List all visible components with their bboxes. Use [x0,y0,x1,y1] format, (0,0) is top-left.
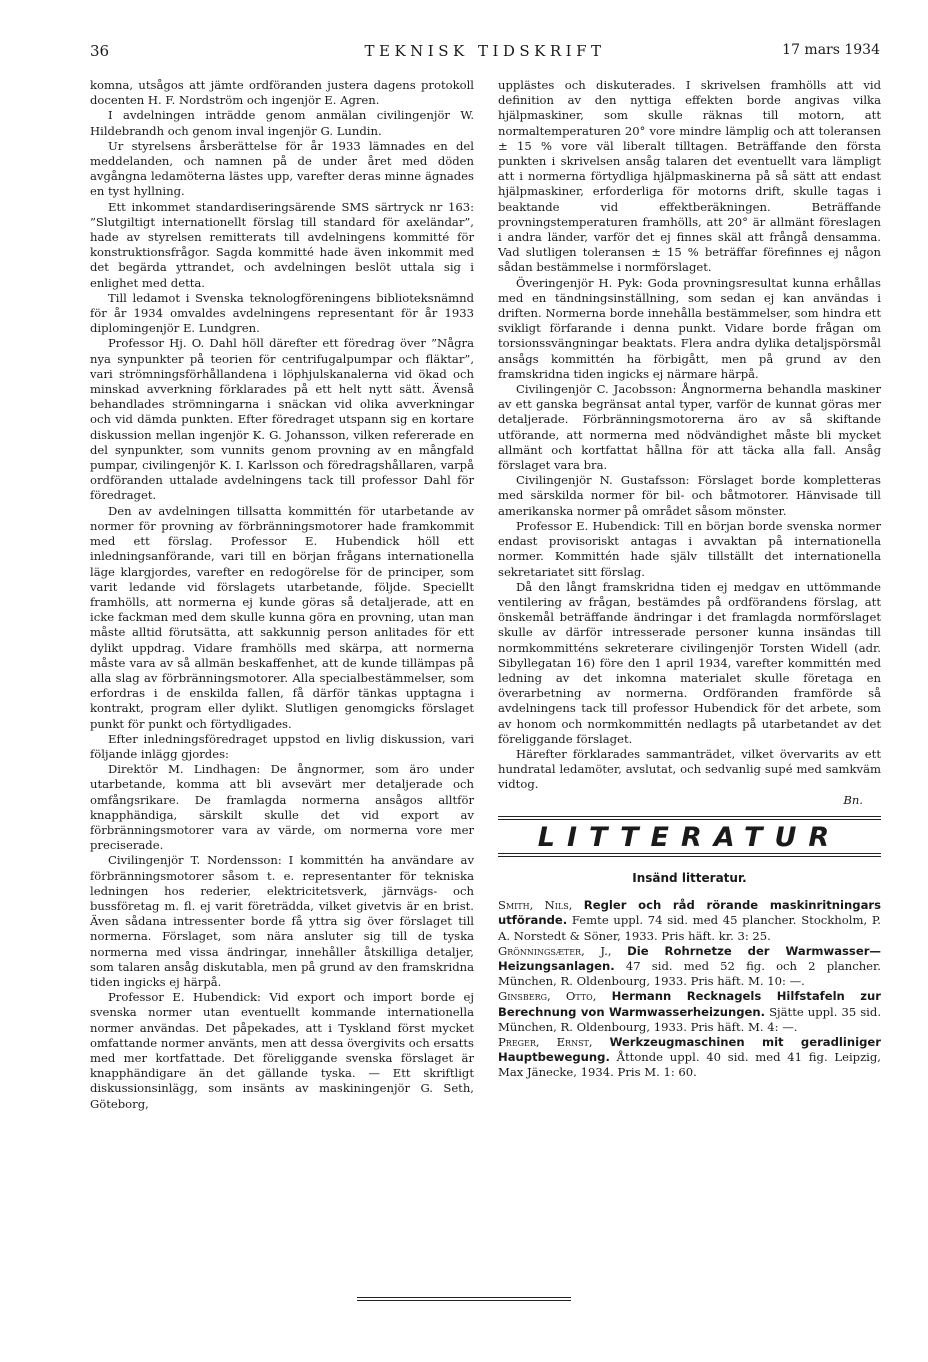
right-column [498,78,881,1081]
paragraph: Professor E. Hubendick: Vid export och import borde ej svenska normer utan eventuellt kommande internationella normer användas. Det påpekades, att i Tyskland först mycket omfattande normer använts, men att dessa övergivits och ersatts med mer kortfattade. Det föreliggande svenska förslaget är knapphändigare än det gällande tyska. — Ett skriftligt diskussionsinlägg, som insänts av maskiningenjör G. Seth, Göteborg, [90,990,474,1111]
banner-rule-bottom [498,853,881,857]
paragraph: I avdelningen inträdde genom anmälan civilingenjör W. Hildebrandh och genom inval ingenjör G. Lundin. [90,108,474,138]
entry-author: Ginsberg, Otto, [498,989,597,1004]
entry-author: Grönningsæter, J., [498,943,612,958]
entry-title: Regler och råd rörande maskinritningars utförande. [498,898,882,928]
page-end-rule [357,1297,571,1301]
paragraph: Ur styrelsens årsberättelse för år 1933 lämnades en del meddelanden, och namnen på de under året med döden avgångna ledamöterna lästes upp, varefter deras minne ägnades en tyst hyllning. [90,138,474,199]
paragraph: Civilingenjör N. Gustafsson: Förslaget borde kompletteras med särskilda normer för bil- och båtmotorer. Hänvisade till amerikanska normer på området såsom mönster. [498,473,881,518]
paragraph: Den av avdelningen tillsatta kommittén för utarbetande av normer för provning av förbränningsmotorer hade framkommit med ett förslag. Professor E. Hubendick höll ett inledningsanförande, vari till en början frågans internationella läge klargjordes, varefter en redogörelse för de principer, som varit ledande vid förslagets utarbetande, följde. Speciellt framhölls, att normerna ej kunde göras så detaljerade, att en icke fackman med dem skulle kunna göra en provning, utan man måste alltid förutsätta, att sakkunnig person anlitades för ett dylikt uppdrag. Vidare framhölls med skärpa, att normerna måste vara av så allmän beskaffenhet, att de kunde tillämpas på alla slag av förbränningsmotorer. Alla specialbestämmelser, som erfordras i de enskilda fallen, få därför tänkas upptagna i kontrakt, program eller dylikt. Slutligen genomgicks förslaget punkt för punkt och förtydligades. [90,503,474,731]
literature-section [498,816,881,1081]
paragraph: Professor E. Hubendick: Till en början borde svenska normer endast provisoriskt antagas i avvaktan på internationella normer. Kommittén hade själv tillställt det internationella sekretariatet sitt förslag. [498,518,881,579]
paragraph: Civilingenjör C. Jacobsson: Ångnormerna behandla maskiner av ett ganska begränsat antal typer, varför de kunnat göras mer detaljerade. Förbränningsmotorerna äro av så skiftande utförande, att normerna med nödvändighet måste bli mycket allmänt och kortfattat hållna för att täcka alla fall. Ansåg förslaget vara bra. [498,382,881,473]
entry-details: Femte uppl. 74 sid. med 45 plancher. Stockholm, P. A. Norstedt & Söner, 1933. Pris häft. kr. 3: 25. [498,913,881,943]
literature-entry [498,944,881,990]
literature-entry [498,989,881,1035]
entry-details: Sjätte uppl. 35 sid. München, R. Oldenbourg, 1933. Pris häft. M. 4: —. [498,1004,881,1034]
entry-title: Die Rohrnetze der Warmwasser—Heizungsanlagen. [498,943,881,973]
signature: Bn. [843,792,863,807]
paragraph: Direktör M. Lindhagen: De ångnormer, som äro under utarbetande, komma att bli avsevärt mer detaljerade och omfångsrikare. De framlagda normerna ansågos alltför knapphändiga, särskilt skulle det vid export av förbränningsmotorer vara av värde, om normerna vore mer preciserade. [90,762,474,853]
paragraph: upplästes och diskuterades. I skrivelsen framhölls att vid definition av den nyttiga effekten borde angivas vilka hjälpmaskiner, som skulle räknas till motorn, att normaltemperaturen 20° vore mindre lämplig och att toleransen ± 15 % vore väl liberalt tilltagen. Beträffande den första punkten i skrivelsen ansåg talaren det eventuellt vara lämpligt att i normerna förtydliga hjälpmaskinerna på så sätt att endast hjälpmaskiner, erforderliga för motorns drift, skulle tagas i beaktande vid effektberäkningen. Beträffande provningstemperaturen framhölls, att 20° är allmänt föreslagen i andra länder, varför det ej finnes skäl att frångå densamma. Vad slutligen toleransen ± 15 % beträffar förefinnes ej någon sådan bestämmelse i normförslaget. [498,78,881,275]
page-number: 36 [90,42,110,60]
paragraph: Då den långt framskridna tiden ej medgav en uttömmande ventilering av frågan, bestämdes på ordförandens förslag, att önskemål beträffande ändringar i det framlagda normförslaget skulle av därför intresserade personer kunna insändas till normkommitténs sekreterare civilingenjör Torsten Widell (adr. Sibyllegatan 16) före den 1 april 1934, varefter kommittén med ledning av det inkomna materialet skulle företaga en överarbetning av normerna. Ordföranden framförde så avdelningens tack till professor Hubendick för det arbete, som av honom och normkommittén nedlagts på utarbetandet av det föreliggande förslaget. [498,579,881,746]
paragraph: Till ledamot i Svenska teknologföreningens biblioteksnämnd för år 1934 omvaldes avdelningens representant för år 1933 diplomingenjör E. Lundgren. [90,290,474,336]
paragraph: Professor Hj. O. Dahl höll därefter ett föredrag över ”Några nya synpunkter på teorien för centrifugalpumpar och fläktar”, vari strömningsförhållandena i löphjulskanalerna vid ökad och minskad avverkning förklarades på ett helt nytt sätt. Ävenså behandlades strömningarna i snäckan vid olika avverkningar och vid dämda punkten. Efter föredraget utspann sig en kortare diskussion mellan ingenjör K. G. Johansson, vilken refererade en del synpunkter, som vunnits genom provning av en mångfald pumpar, civilingenjör K. I. Karlsson och föredragshållaren, varpå ordföranden uttalade avdelningens tack till professor Dahl för föredraget. [90,336,474,503]
banner-rule-top [498,816,881,820]
left-column [90,78,474,1112]
literature-entry [498,898,881,944]
paragraph: Civilingenjör T. Nordensson: I kommittén ha användare av förbränningsmotorer såsom t. e. representanter för tekniska ledningen hos rederier, elektricitetsverk, järnvägs- och bussföretag m. fl. ej varit företrädda, vilket givetvis är en brist. Även sådana intressenter borde få yttra sig över förslaget till normerna. Förslaget, som nära ansluter sig till de tyska normerna med vissa ändringar, innehåller åtskilliga detaljer, som talaren ansåg diskutabla, men på grund av den framskridna tiden ingicks ej härpå. [90,853,474,989]
paragraph: Efter inledningsföredraget uppstod en livlig diskussion, vari följande inlägg gjordes: [90,731,474,761]
literature-banner: LITTERATUR [537,821,842,853]
paragraph: Överingenjör H. Pyk: Goda provningsresultat kunna erhållas med en tändningsinställning, som sedan ej kan användas i driften. Normerna borde innehålla bestämmelser, som hindra ett svikligt förfarande i denna punkt. Vidare borde frågan om torsionssvängningar beaktats. Flera andra dylika detaljspörsmål ansågs kommittén ha förbigått, men på grund av den framskridna tiden ingicks ej närmare härpå. [498,275,881,381]
paragraph: komna, utsågos att jämte ordföranden justera dagens protokoll docenten H. F. Nordström och ingenjör E. Agren. [90,78,474,108]
entry-title: Hermann Recknagels Hilfstafeln zur Berechnung von Warmwasserheizungen. [498,989,882,1019]
issue-date: 17 mars 1934 [782,42,880,58]
paragraph: Härefter förklarades sammanträdet, vilket övervarits av ett hundratal ledamöter, avslutat, och sedvanlig supé med samkväm vidtog. [498,746,881,792]
literature-entry [498,1035,881,1081]
page-header [90,42,880,64]
paragraph: Ett inkommet standardiseringsärende SMS särtryck nr 163: ”Slutgiltigt internationellt förslag till standard för axeländar”, hade av styrelsen remitterats till avdelningens kommitté för konstruktionsfrågor. Sagda kommitté hade även inkommit med det begärda yttrandet, och avdelningen beslöt uttala sig i enlighet med detta. [90,199,474,290]
entry-author: Preger, Ernst, [498,1034,593,1049]
journal-title: TEKNISK TIDSKRIFT [364,42,606,60]
entry-title: Werkzeugmaschinen mit geradliniger Hauptbewegung. [498,1034,881,1065]
entry-details: 47 sid. med 52 fig. och 2 plancher. München, R. Oldenbourg, 1933. Pris häft. M. 10: —. [498,958,881,989]
entry-author: Smith, Nils, [498,898,573,913]
entry-details: Åttonde uppl. 40 sid. med 41 fig. Leipzig, Max Jänecke, 1934. Pris M. 1: 60. [498,1050,881,1080]
literature-subheading: Insänd litteratur. [632,870,747,885]
